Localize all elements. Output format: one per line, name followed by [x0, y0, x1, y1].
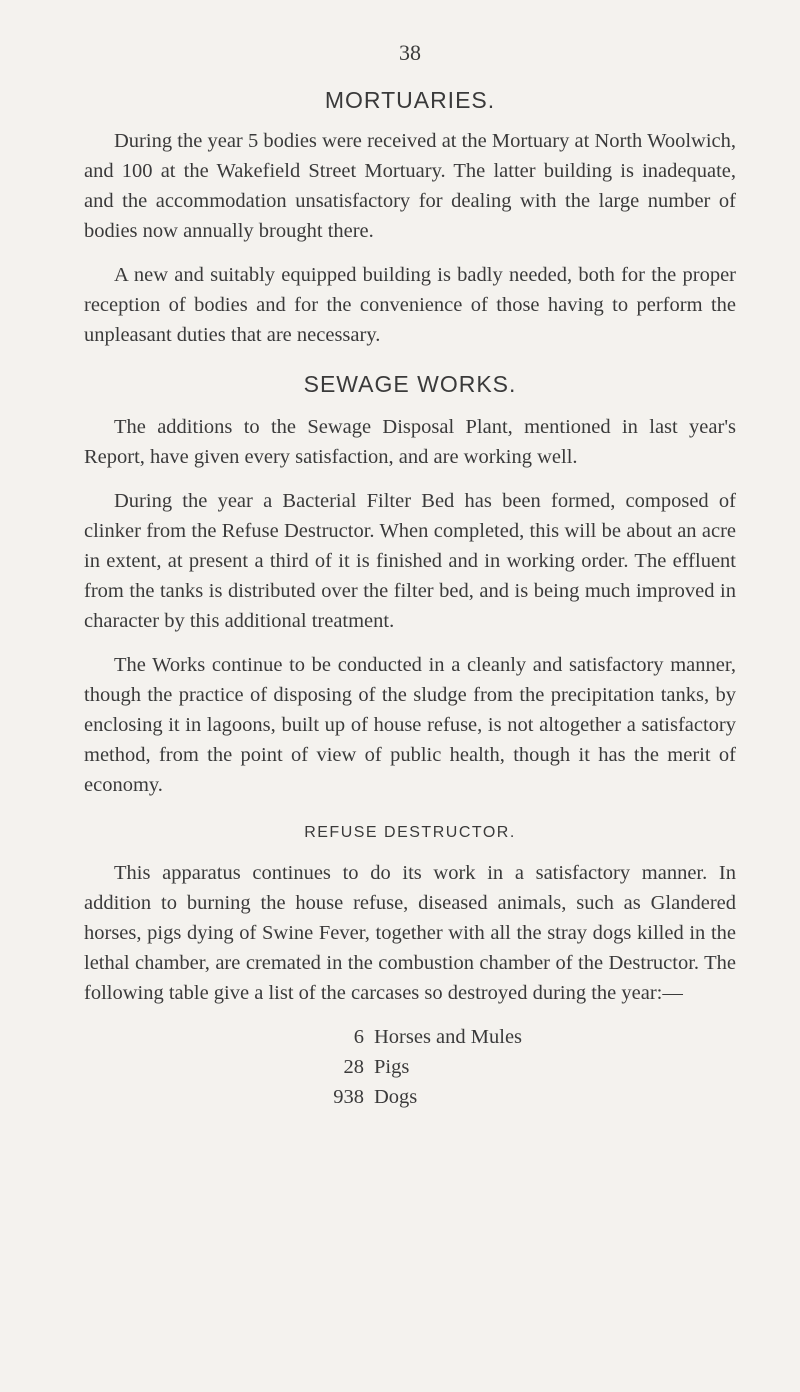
carcase-label: Dogs: [374, 1086, 418, 1108]
page-number: 38: [399, 40, 421, 65]
list-item: [304, 1082, 736, 1112]
refuse-destructor-paragraph: This apparatus continues to do its work in a satisfactory manner. In addition to burning the house refuse, diseased animals, such as Glandered horses, pigs dying of Swine Fever, together with all the stray dogs killed in the lethal chamber, are cremated in the combustion chamber of the Destructor. The following table give a list of the carcases so destroyed during the year:—: [84, 862, 736, 1004]
sewage-works-paragraph-3: The Works continue to be conducted in a cleanly and satisfactory manner, though the practice of disposing of the sludge from the precipitation tanks, by enclosing it in lagoons, built up of house refuse, is not altogether a satisfactory method, from the point of view of public health, though it has the merit of economy.: [84, 654, 736, 796]
sewage-works-heading: SEWAGE WORKS.: [303, 371, 517, 397]
carcase-label: Horses and Mules: [374, 1026, 523, 1048]
list-item: [304, 1022, 736, 1052]
mortuaries-paragraph-2: A new and suitably equipped building is badly needed, both for the proper reception of bodies and for the convenience of those having to perform the unpleasant duties that are necessary.: [84, 264, 736, 346]
carcase-label: Pigs: [374, 1056, 410, 1078]
mortuaries-heading: MORTUARIES.: [324, 87, 496, 113]
refuse-destructor-heading: REFUSE DESTRUCTOR.: [304, 824, 516, 841]
sewage-works-paragraph-2: During the year a Bacterial Filter Bed has been formed, composed of clinker from the Refuse Destructor. When completed, this will be about an acre in extent, at present a third of it is finished and in working order. The effluent from the tanks is distributed over the filter bed, and is being much improved in character by this additional treatment.: [84, 490, 736, 632]
document-page: [84, 40, 736, 1112]
list-item: [304, 1052, 736, 1082]
sewage-works-paragraph-1: The additions to the Sewage Disposal Plant, mentioned in last year's Report, have given every satisfaction, and are working well.: [84, 416, 736, 468]
carcases-list: [304, 1022, 736, 1112]
mortuaries-paragraph-1: During the year 5 bodies were received at the Mortuary at North Woolwich, and 100 at the Wakefield Street Mortuary. The latter building is inadequate, and the accommodation unsatisfactory for dealing with the large number of bodies now annually brought there.: [84, 130, 736, 242]
carcase-count: 938: [333, 1086, 364, 1108]
carcase-count: 28: [343, 1056, 364, 1078]
carcase-count: 6: [353, 1026, 364, 1048]
